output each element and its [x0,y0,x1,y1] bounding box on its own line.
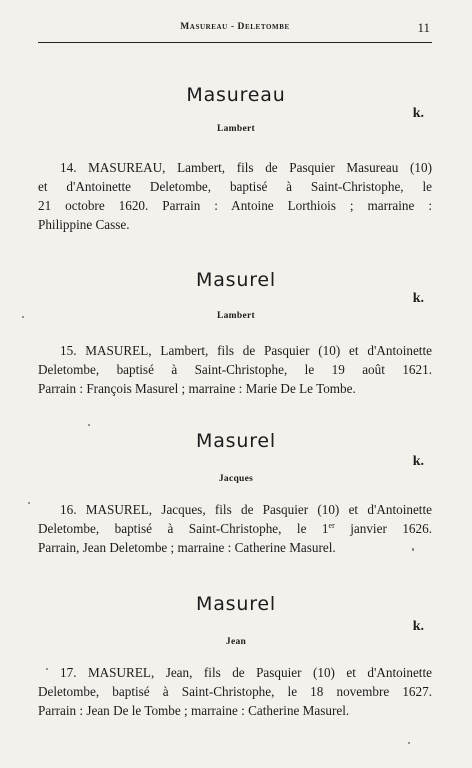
entry-surname: Masurel [196,593,276,615]
scan-speck [46,668,48,670]
scan-speck [88,424,90,426]
paragraph-line: 16. MASUREL, Jacques, fils de Pasquier (10) et d'Antoinette [60,502,432,517]
paragraph-line: Deletombe, baptisé à Saint-Christophe, le 19 août 1621. [38,362,432,377]
entry-given-name: Lambert [217,311,255,321]
paragraph-line: 15. MASUREL, Lambert, fils de Pasquier (10) et d'Antoinette [60,343,432,358]
page-number: 11 [417,20,430,35]
entry-key: k. [412,454,424,469]
paragraph-line: Deletombe, baptisé à Saint-Christophe, le 1er janvier 1626. [38,521,432,536]
entry-surname: Masureau [186,84,286,106]
entry-given-name: Jacques [218,474,254,484]
entry-surname: Masurel [196,430,276,452]
paragraph-line: Deletombe, baptisé à Saint-Christophe, le 18 novembre 1627. [38,684,432,699]
paragraph-line: Parrain, Jean Deletombe ; marraine : Catherine Masurel. [38,540,336,555]
paragraph-line: et d'Antoinette Deletombe, baptisé à Saint-Christophe, le [38,179,432,194]
entry-paragraph [38,341,432,398]
entry-given-name: Jean [225,637,247,647]
entry-paragraph [38,158,432,234]
running-head [38,20,432,36]
entry-key: k. [412,106,424,121]
header-rule [38,42,432,43]
paragraph-line: Parrain : François Masurel ; marraine : Marie De Le Tombe. [38,381,356,396]
paragraph-line: Parrain : Jean De le Tombe ; marraine : Catherine Masurel. [38,703,350,718]
entry-paragraph [38,500,432,557]
paragraph-line: Philippine Casse. [38,217,130,232]
running-title: Masureau - Deletombe [180,22,290,32]
scan-speck [412,548,414,551]
paragraph-line: 21 octobre 1620. Parrain : Antoine Lorthiois ; marraine : [38,198,432,213]
entry-surname: Masurel [196,269,276,291]
paragraph-line: 14. MASUREAU, Lambert, fils de Pasquier Masureau (10) [60,160,432,175]
scan-speck [28,502,30,504]
scan-speck [408,742,410,744]
paragraph-line: 17. MASUREL, Jean, fils de Pasquier (10) et d'Antoinette [60,665,432,680]
entry-key: k. [412,291,424,306]
entry-given-name: Lambert [217,124,255,134]
entry-paragraph [38,663,432,720]
scan-speck [22,316,24,318]
entry-key: k. [412,619,424,634]
